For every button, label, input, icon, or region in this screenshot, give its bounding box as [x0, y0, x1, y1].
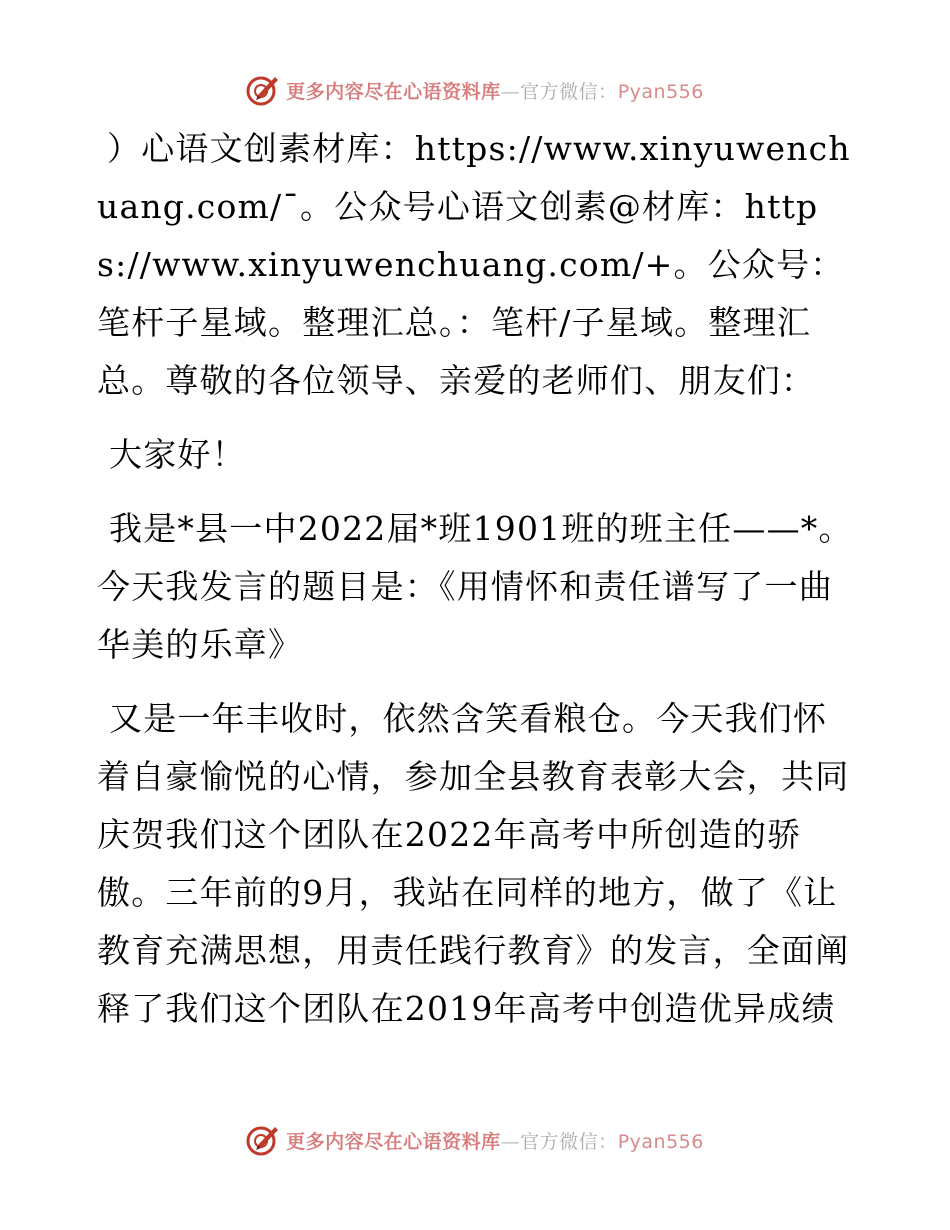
footer-banner-inner	[246, 1123, 704, 1157]
banner-main-text: 更多内容尽在心语资料库	[286, 80, 501, 103]
footer-banner-text	[286, 1127, 704, 1154]
banner-wechat-id: Pyan556	[617, 80, 704, 103]
banner-main-text: 更多内容尽在心语资料库	[286, 1130, 501, 1153]
paragraph-intro: ）心语文创素材库：https://www.xinyuwenchuang.com/¯。公众号心语文创素@材库：https://www.xinyuwenchuang.com/+。公众号：笔杆子星域。整理汇总。：笔杆/子星域。整理汇总。尊敬的各位领导、亲爱的老师们、朋友们：	[97, 129, 851, 400]
banner-dash: —	[500, 80, 521, 103]
paragraph-main: 又是一年丰收时，依然含笑看粮仓。今天我们怀着自豪愉悦的心情，参加全县教育表彰大会，共同庆贺我们这个团队在2022年高考中所创造的骄傲。三年前的9月，我站在同样的地方，做了《让教育充满思想，用责任践行教育》的发言，全面阐释了我们这个团队在2019年高考中创造优异成绩	[97, 699, 850, 1028]
pen-logo-icon	[246, 1123, 280, 1157]
pen-logo-icon	[246, 73, 280, 107]
banner-side-text: 官方微信：	[520, 1130, 618, 1153]
header-banner-text	[286, 77, 704, 104]
header-banner	[0, 68, 950, 112]
footer-banner	[0, 1118, 950, 1162]
document-body	[97, 120, 857, 1054]
paragraph-self-intro: 我是*县一中2022届*班1901班的班主任——*。今天我发言的题目是：《用情怀和责任谱写了一曲华美的乐章》	[97, 509, 853, 664]
header-banner-inner	[246, 73, 704, 107]
banner-side-text: 官方微信：	[520, 80, 618, 103]
banner-wechat-id: Pyan556	[617, 1130, 704, 1153]
paragraph-greeting: 大家好！	[109, 435, 246, 474]
banner-dash: —	[500, 1130, 521, 1153]
